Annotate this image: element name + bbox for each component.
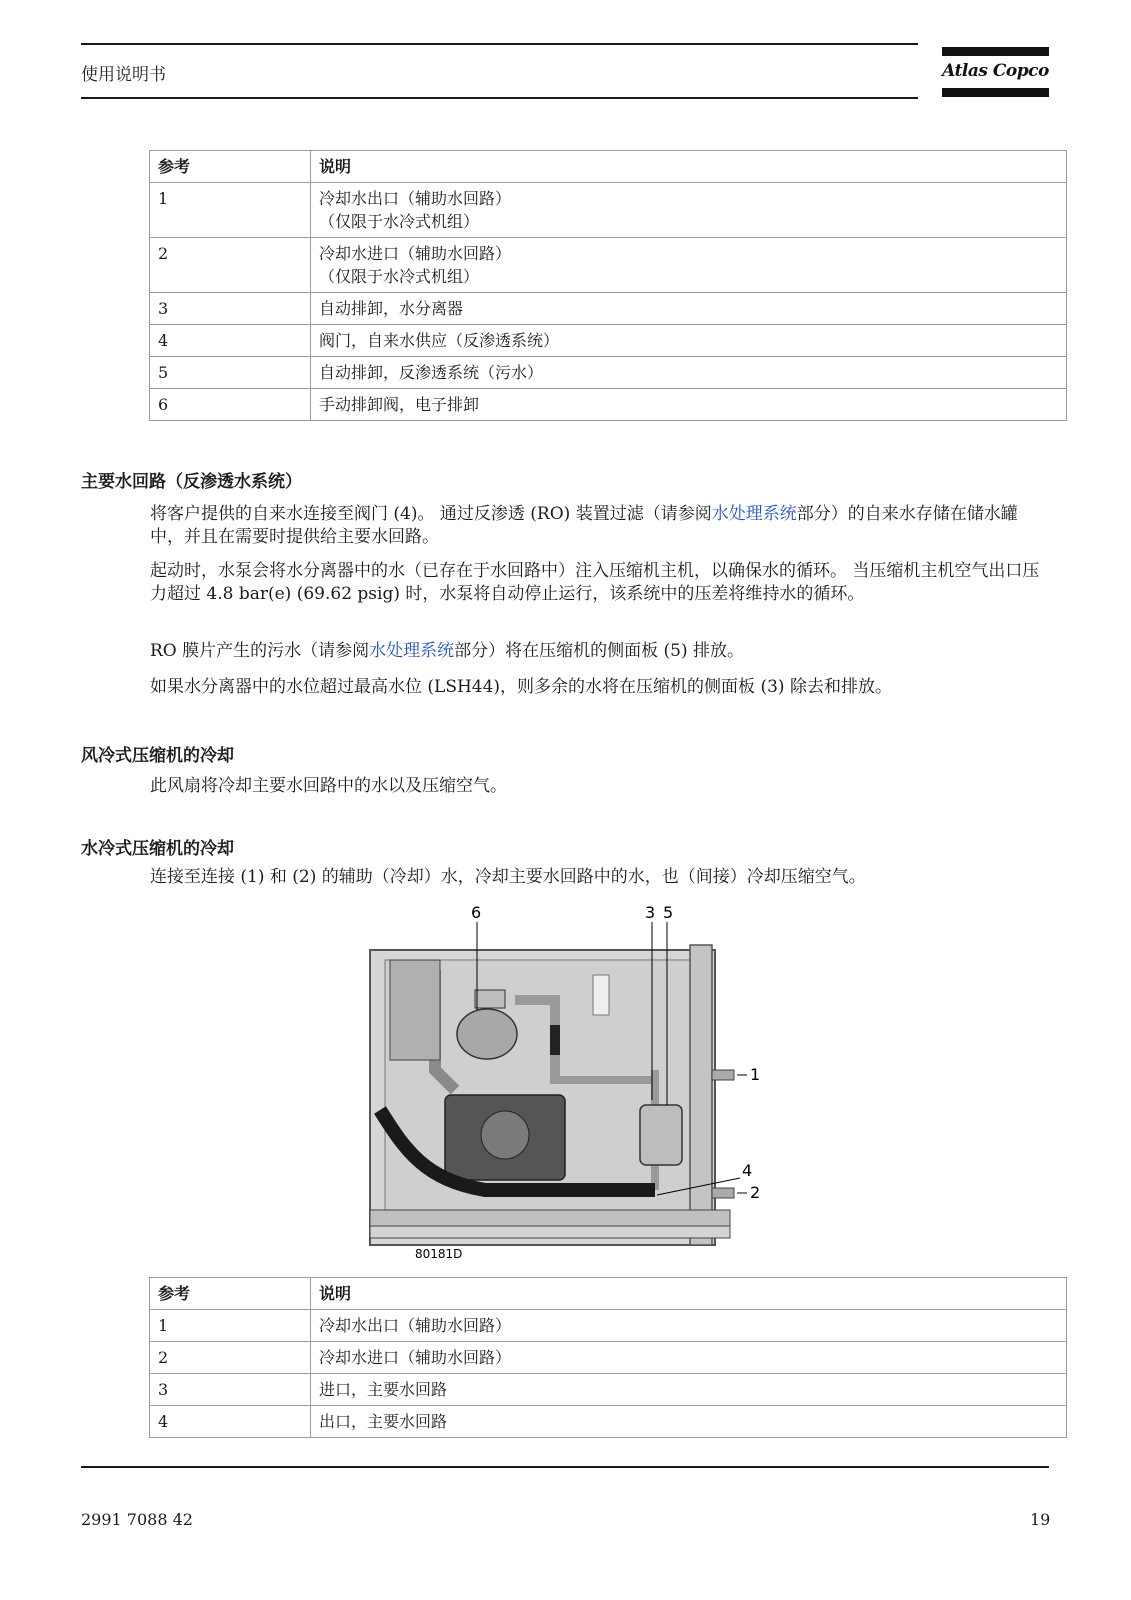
logo-bottom-bar — [942, 88, 1049, 97]
reference-table-1 — [149, 150, 1067, 421]
column-header-desc: 说明 — [311, 1278, 1067, 1310]
callout-1: 1 — [750, 1065, 761, 1084]
row-desc: 自动排卸，水分离器 — [311, 293, 1067, 325]
header-top-rule — [81, 43, 918, 45]
row-desc: 冷却水出口（辅助水回路） — [311, 1310, 1067, 1342]
paragraph-text: 将客户提供的自来水连接至阀门 (4)。 通过反渗透 (RO) 装置过滤（请参阅 — [150, 504, 712, 524]
table-header-row — [150, 151, 1067, 183]
compressor-diagram — [365, 903, 765, 1280]
page-number: 19 — [1030, 1510, 1051, 1529]
base-frame — [370, 1226, 730, 1238]
footer-rule — [81, 1466, 1049, 1468]
row-ref: 4 — [150, 325, 311, 357]
compressor-cover — [481, 1111, 529, 1159]
table-row — [150, 238, 1067, 293]
water-treatment-link[interactable]: 水处理系统 — [711, 504, 797, 524]
figure-code: 80181D — [415, 1247, 463, 1261]
callout-5: 5 — [663, 903, 674, 922]
row-desc: 冷却水进口（辅助水回路） — [311, 1342, 1067, 1374]
header-title: 使用说明书 — [81, 65, 166, 85]
table-row — [150, 1310, 1067, 1342]
column-header-ref: 参考 — [150, 1278, 311, 1310]
paragraph-air-cooled: 此风扇将冷却主要水回路中的水以及压缩空气。 — [150, 776, 507, 796]
reference-table-2 — [149, 1277, 1067, 1438]
table-row — [150, 1342, 1067, 1374]
table-row — [150, 357, 1067, 389]
callout-4: 4 — [742, 1161, 753, 1180]
row-desc: 出口，主要水回路 — [311, 1406, 1067, 1438]
section-title-air-cooled: 风冷式压缩机的冷却 — [81, 746, 234, 766]
document-number: 2991 7088 42 — [81, 1510, 193, 1529]
table-row — [150, 325, 1067, 357]
table-row — [150, 293, 1067, 325]
row-ref: 4 — [150, 1406, 311, 1438]
paragraph-text: RO 膜片产生的污水（请参阅 — [150, 641, 370, 661]
paragraph-text: 部分）的自来水存储在储水罐中，并且在需要时提供给主要水回路。 — [150, 504, 1018, 547]
row-ref: 2 — [150, 1342, 311, 1374]
pump-head — [475, 990, 505, 1008]
paragraph-overflow: 如果水分离器中的水位超过最高水位 (LSH44)，则多余的水将在压缩机的侧面板 (3) 除去和排放。 — [150, 677, 892, 697]
motor-housing — [390, 960, 440, 1060]
water-separator — [640, 1105, 682, 1165]
row-desc — [311, 238, 1067, 293]
row-ref: 2 — [150, 238, 311, 293]
paragraph-water-supply — [150, 503, 1050, 549]
table-header-row — [150, 1278, 1067, 1310]
base-rail — [370, 1210, 730, 1226]
row-desc: 阀门，自来水供应（反渗透系统） — [311, 325, 1067, 357]
table-row — [150, 183, 1067, 238]
row-ref: 1 — [150, 183, 311, 238]
paragraph-wastewater — [150, 640, 1050, 663]
row-ref: 1 — [150, 1310, 311, 1342]
row-desc — [311, 183, 1067, 238]
paragraph-water-cooled: 连接至连接 (1) 和 (2) 的辅助（冷却）水，冷却主要水回路中的水，也（间接）冷却压缩空气。 — [150, 867, 866, 887]
paragraph-startup: 起动时，水泵会将水分离器中的水（已存在于水回路中）注入压缩机主机，以确保水的循环。 当压缩机主机空气出口压力超过 4.8 bar(e) (69.62 psig) 时，水泵将自动停止运行，该系统中的压差将维持水的循环。 — [150, 561, 1040, 604]
table-row — [150, 389, 1067, 421]
connection-2 — [712, 1188, 734, 1198]
row-desc: 自动排卸，反渗透系统（污水） — [311, 357, 1067, 389]
row-desc-line: （仅限于水冷式机组） — [319, 267, 480, 286]
row-ref: 3 — [150, 293, 311, 325]
row-desc-line: 冷却水出口（辅助水回路） — [319, 189, 512, 208]
logo-top-bar — [942, 47, 1049, 56]
row-desc-line: （仅限于水冷式机组） — [319, 212, 480, 231]
callout-2: 2 — [750, 1183, 761, 1202]
side-column — [690, 945, 712, 1245]
row-desc-line: 冷却水进口（辅助水回路） — [319, 244, 512, 263]
water-treatment-link[interactable]: 水处理系统 — [369, 641, 455, 661]
table-row — [150, 1374, 1067, 1406]
compressor-illustration — [365, 903, 765, 1280]
section-title-main-water-circuit: 主要水回路（反渗透水系统） — [81, 472, 302, 492]
section-title-water-cooled: 水冷式压缩机的冷却 — [81, 839, 234, 859]
atlas-copco-logo — [942, 47, 1049, 99]
header-bottom-rule — [81, 97, 918, 99]
row-desc: 进口，主要水回路 — [311, 1374, 1067, 1406]
column-header-ref: 参考 — [150, 151, 311, 183]
label-plate — [593, 975, 609, 1015]
column-header-desc: 说明 — [311, 151, 1067, 183]
row-ref: 3 — [150, 1374, 311, 1406]
connection-1 — [712, 1070, 734, 1080]
paragraph-text: 部分）将在压缩机的侧面板 (5) 排放。 — [454, 641, 745, 661]
sight-glass — [550, 1025, 560, 1055]
row-desc: 手动排卸阀，电子排卸 — [311, 389, 1067, 421]
callout-6: 6 — [471, 903, 482, 922]
row-ref: 6 — [150, 389, 311, 421]
table-row — [150, 1406, 1067, 1438]
water-pump — [457, 1009, 517, 1059]
logo-text: Atlas Copco — [942, 61, 1049, 81]
callout-3: 3 — [645, 903, 656, 922]
row-ref: 5 — [150, 357, 311, 389]
